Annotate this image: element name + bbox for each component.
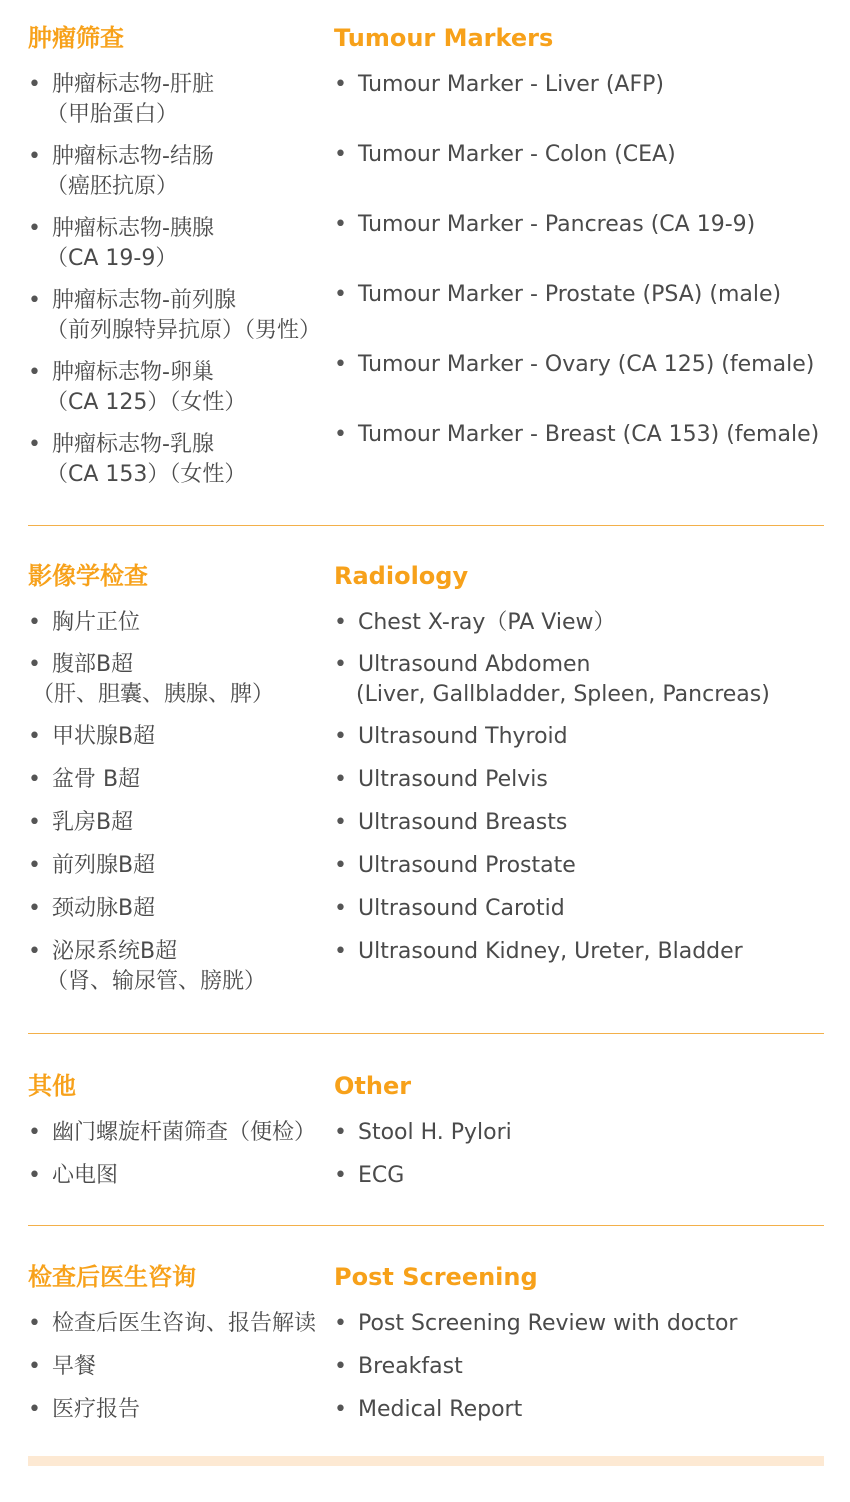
zh-column	[28, 1072, 334, 1188]
list-item: • 医疗报告	[28, 1395, 140, 1425]
list-item: • 检查后医生咨询、报告解读	[28, 1309, 316, 1339]
zh-section-title: 肿瘤筛查	[28, 24, 124, 52]
zh-column	[28, 562, 334, 994]
en-column	[334, 1072, 834, 1188]
zh-section-title: 检查后医生咨询	[28, 1263, 196, 1291]
section-post-screening	[28, 1263, 824, 1433]
en-column	[334, 562, 834, 964]
footer-band	[28, 1456, 824, 1466]
list-item: • Tumour Marker - Ovary (CA 125) (female)	[334, 350, 814, 380]
list-item: • 盆骨 B超	[28, 765, 140, 795]
list-item: • 肿瘤标志物-卵巢 （CA 125）（女性）	[28, 358, 246, 418]
en-section-title: Tumour Markers	[334, 24, 554, 52]
list-item: • 肿瘤标志物-肝脏 （甲胎蛋白）	[28, 70, 214, 130]
list-item: • 泌尿系统B超 （肾、输尿管、膀胱）	[28, 937, 266, 997]
list-item: • Tumour Marker - Colon (CEA)	[334, 140, 676, 170]
section-tumour-markers	[28, 24, 824, 494]
zh-column	[28, 1263, 334, 1422]
list-item: • 心电图	[28, 1161, 118, 1191]
en-section-title: Other	[334, 1072, 412, 1100]
list-item: • Ultrasound Carotid	[334, 894, 565, 924]
list-item: • 腹部B超 （肝、胆囊、胰腺、脾）	[28, 650, 274, 710]
list-item: • Ultrasound Thyroid	[334, 722, 568, 752]
list-item: • Breakfast	[334, 1352, 463, 1382]
section-divider	[28, 525, 824, 526]
list-item: • Tumour Marker - Breast (CA 153) (female)	[334, 420, 819, 450]
list-item: • 早餐	[28, 1352, 96, 1382]
list-item: • Tumour Marker - Liver (AFP)	[334, 70, 664, 100]
list-item: • Ultrasound Breasts	[334, 808, 567, 838]
list-item: • 前列腺B超	[28, 851, 155, 881]
zh-section-title: 其他	[28, 1072, 76, 1100]
list-item: • 肿瘤标志物-结肠 （癌胚抗原）	[28, 142, 214, 202]
en-section-title: Post Screening	[334, 1263, 538, 1291]
list-item: • 肿瘤标志物-前列腺 （前列腺特异抗原）（男性）	[28, 286, 321, 346]
list-item: • ECG	[334, 1161, 404, 1191]
list-item: • Ultrasound Kidney, Ureter, Bladder	[334, 937, 743, 967]
section-divider	[28, 1225, 824, 1226]
list-item: • 肿瘤标志物-胰腺 （CA 19-9）	[28, 214, 214, 274]
list-item: • Ultrasound Abdomen (Liver, Gallbladder, Spleen, Pancreas)	[334, 650, 770, 710]
list-item: • 肿瘤标志物-乳腺 （CA 153）（女性）	[28, 430, 246, 490]
list-item: • Tumour Marker - Pancreas (CA 19-9)	[334, 210, 755, 240]
en-section-title: Radiology	[334, 562, 469, 590]
list-item: • Ultrasound Pelvis	[334, 765, 548, 795]
list-item: • Post Screening Review with doctor	[334, 1309, 737, 1339]
list-item: • 乳房B超	[28, 808, 133, 838]
section-radiology	[28, 562, 824, 1002]
list-item: • Ultrasound Prostate	[334, 851, 576, 881]
list-item: • Tumour Marker - Prostate (PSA) (male)	[334, 280, 781, 310]
list-item: • 颈动脉B超	[28, 894, 155, 924]
list-item: • 幽门螺旋杆菌筛查（便检）	[28, 1118, 316, 1148]
list-item: • 甲状腺B超	[28, 722, 155, 752]
list-item: • Medical Report	[334, 1395, 522, 1425]
list-item: • 胸片正位	[28, 608, 140, 638]
zh-section-title: 影像学检查	[28, 562, 148, 590]
list-item: • Stool H. Pylori	[334, 1118, 512, 1148]
section-other	[28, 1072, 824, 1192]
zh-column	[28, 24, 334, 487]
en-column	[334, 24, 834, 447]
section-divider	[28, 1033, 824, 1034]
list-item: • Chest X-ray（PA View）	[334, 608, 616, 638]
en-column	[334, 1263, 834, 1422]
